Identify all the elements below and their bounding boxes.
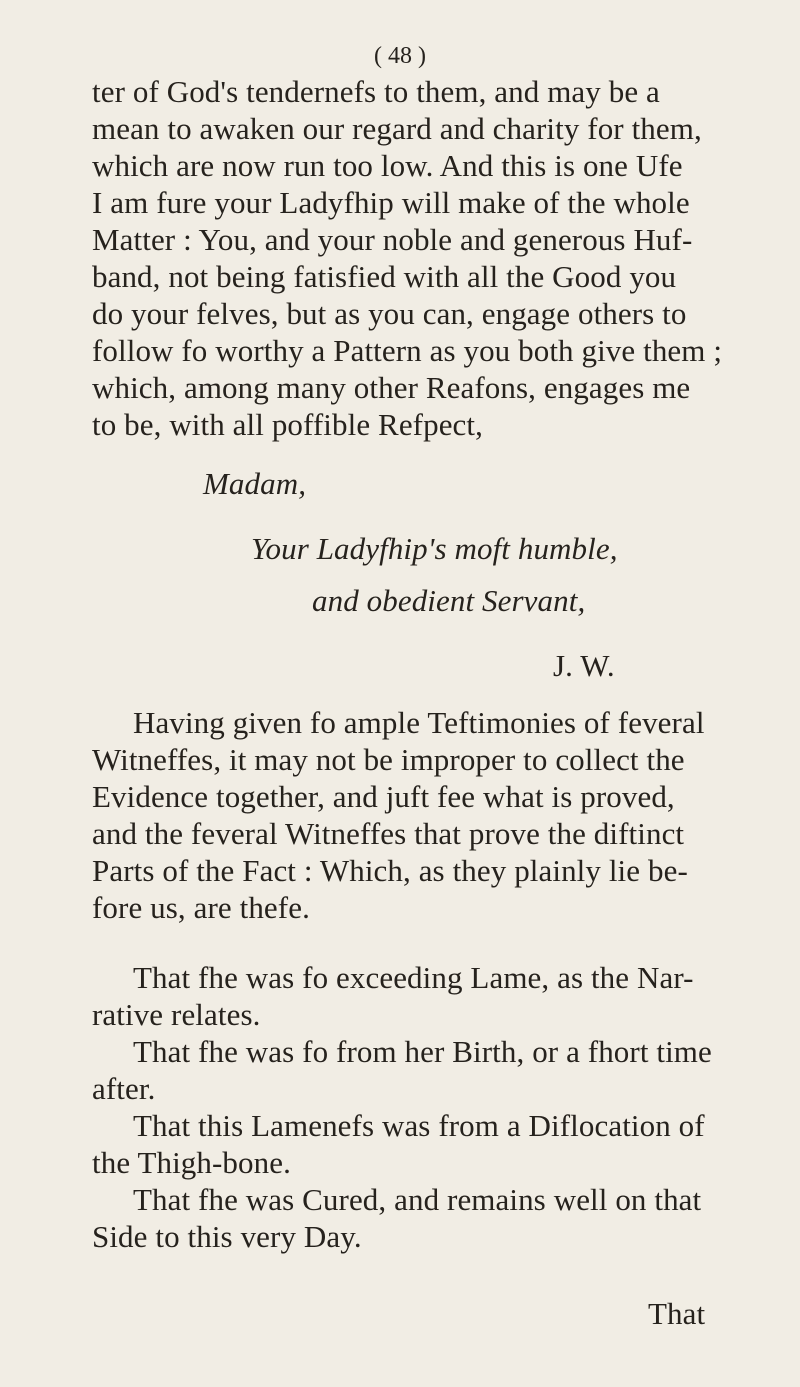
fact-line-4: after.: [92, 1071, 156, 1106]
evidence-line-4: and the feveral Witneffes that prove the diftinct: [92, 816, 685, 851]
evidence-line-3: Evidence together, and juft fee what is proved,: [92, 779, 675, 814]
catchword: That: [648, 1296, 706, 1331]
evidence-line-2: Witneffes, it may not be improper to collect the: [92, 742, 685, 777]
signature: J. W.: [553, 648, 615, 683]
evidence-line-6: fore us, are thefe.: [92, 890, 310, 925]
fact-line-5: That this Lamenefs was from a Diflocation of: [133, 1108, 705, 1143]
fact-line-8: Side to this very Day.: [92, 1219, 362, 1254]
letter-line-4: I am fure your Ladyfhip will make of the whole: [92, 185, 690, 220]
fact-line-7: That fhe was Cured, and remains well on that: [133, 1182, 702, 1217]
evidence-line-5: Parts of the Fact : Which, as they plainly lie be-: [92, 853, 688, 888]
fact-line-2: rative relates.: [92, 997, 261, 1032]
letter-line-7: do your felves, but as you can, engage others to: [92, 296, 687, 331]
letter-line-1: ter of God's tendernefs to them, and may be a: [92, 74, 660, 109]
salutation: Madam,: [203, 466, 307, 501]
letter-line-3: which are now run too low. And this is one Ufe: [92, 148, 683, 183]
letter-line-10: to be, with all poffible Refpect,: [92, 407, 483, 442]
fact-line-1: That fhe was fo exceeding Lame, as the Nar-: [133, 960, 694, 995]
letter-line-9: which, among many other Reafons, engages me: [92, 370, 691, 405]
letter-line-8: follow fo worthy a Pattern as you both give them ;: [92, 333, 723, 368]
fact-line-6: the Thigh-bone.: [92, 1145, 291, 1180]
closing-line-2: and obedient Servant,: [312, 583, 586, 618]
fact-line-3: That fhe was fo from her Birth, or a fhort time: [133, 1034, 712, 1069]
letter-line-5: Matter : You, and your noble and generous Huf-: [92, 222, 693, 257]
evidence-line-1: Having given fo ample Teftimonies of feveral: [133, 705, 705, 740]
page-number: ( 48 ): [374, 43, 426, 69]
closing-line-1: Your Ladyfhip's moft humble,: [251, 531, 618, 566]
letter-line-2: mean to awaken our regard and charity for them,: [92, 111, 702, 146]
letter-line-6: band, not being fatisfied with all the Good you: [92, 259, 677, 294]
